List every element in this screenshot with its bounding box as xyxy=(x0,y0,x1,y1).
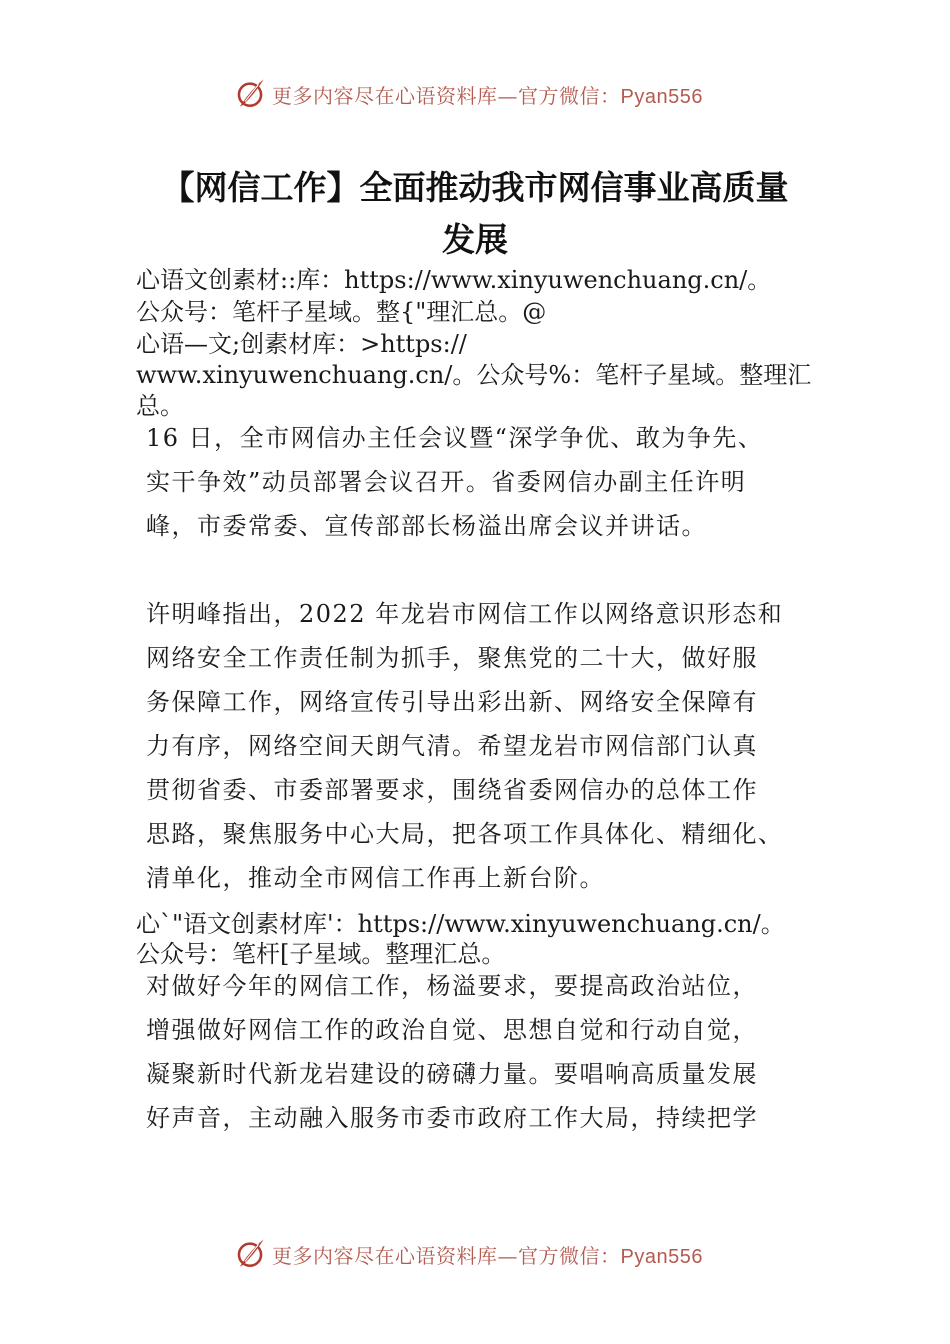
paragraph-line: 实干争效”动员部署会议召开。省委网信办副主任许明 xyxy=(146,468,747,496)
paragraph-line: 清单化，推动全市网信工作再上新台阶。 xyxy=(146,864,605,892)
paragraph-line: 务保障工作，网络宣传引导出彩出新、网络安全保障有 xyxy=(146,688,758,716)
paragraph-line: 网络安全工作责任制为抓手，聚焦党的二十大，做好服 xyxy=(146,644,758,672)
paragraph-line: 思路，聚焦服务中心大局，把各项工作具体化、精细化、 xyxy=(146,820,784,848)
notice-line: 公众号：笔杆[子星域。整理汇总。 xyxy=(136,940,506,968)
paragraph-line: 凝聚新时代新龙岩建设的磅礴力量。要唱响高质量发展 xyxy=(146,1060,758,1088)
footer-banner xyxy=(0,1234,950,1274)
notice-line: 心语—文;创素材库：>https:// xyxy=(136,330,467,358)
title-line-2: 发展 xyxy=(442,220,508,259)
paragraph-line: 16 日，全市网信办主任会议暨“深学争优、敢为争先、 xyxy=(146,424,764,452)
paragraph-line: 力有序，网络空间天朗气清。希望龙岩市网信部门认真 xyxy=(146,732,758,760)
notice-line: 总。 xyxy=(136,392,184,420)
paragraph-line: 好声音，主动融入服务市委市政府工作大局，持续把学 xyxy=(146,1104,758,1132)
footer-banner-account: Pyan556 xyxy=(620,1246,703,1268)
notice-line: www.xinyuwenchuang.cn/。公众号%：笔杆子星域。整理汇 xyxy=(136,361,812,389)
footer-banner-text: 更多内容尽在心语资料库—官方微信： xyxy=(272,1244,621,1268)
paragraph-line: 增强做好网信工作的政治自觉、思想自觉和行动自觉， xyxy=(146,1016,758,1044)
quill-logo-icon xyxy=(233,1236,267,1270)
document-title xyxy=(140,162,810,266)
paragraph-line: 对做好今年的网信工作，杨溢要求，要提高政治站位， xyxy=(146,972,758,1000)
paragraph-line: 贯彻省委、市委部署要求，围绕省委网信办的总体工作 xyxy=(146,776,758,804)
notice-line: 心语文创素材::库：https://www.xinyuwenchuang.cn/。 xyxy=(136,266,772,294)
quill-logo-icon xyxy=(233,76,267,110)
paragraph-line: 许明峰指出，2022 年龙岩市网信工作以网络意识形态和 xyxy=(146,600,784,628)
header-banner xyxy=(0,74,950,114)
header-banner-account: Pyan556 xyxy=(620,86,703,108)
notice-line: 心`"语文创素材库'：https://www.xinyuwenchuang.cn/。 xyxy=(136,910,785,938)
paragraph-line: 峰，市委常委、宣传部部长杨溢出席会议并讲话。 xyxy=(146,512,707,540)
notice-line: 公众号：笔杆子星域。整{"理汇总。@ xyxy=(136,298,547,326)
header-banner-text: 更多内容尽在心语资料库—官方微信： xyxy=(272,84,621,108)
title-line-1: 【网信工作】全面推动我市网信事业高质量 xyxy=(161,168,789,207)
